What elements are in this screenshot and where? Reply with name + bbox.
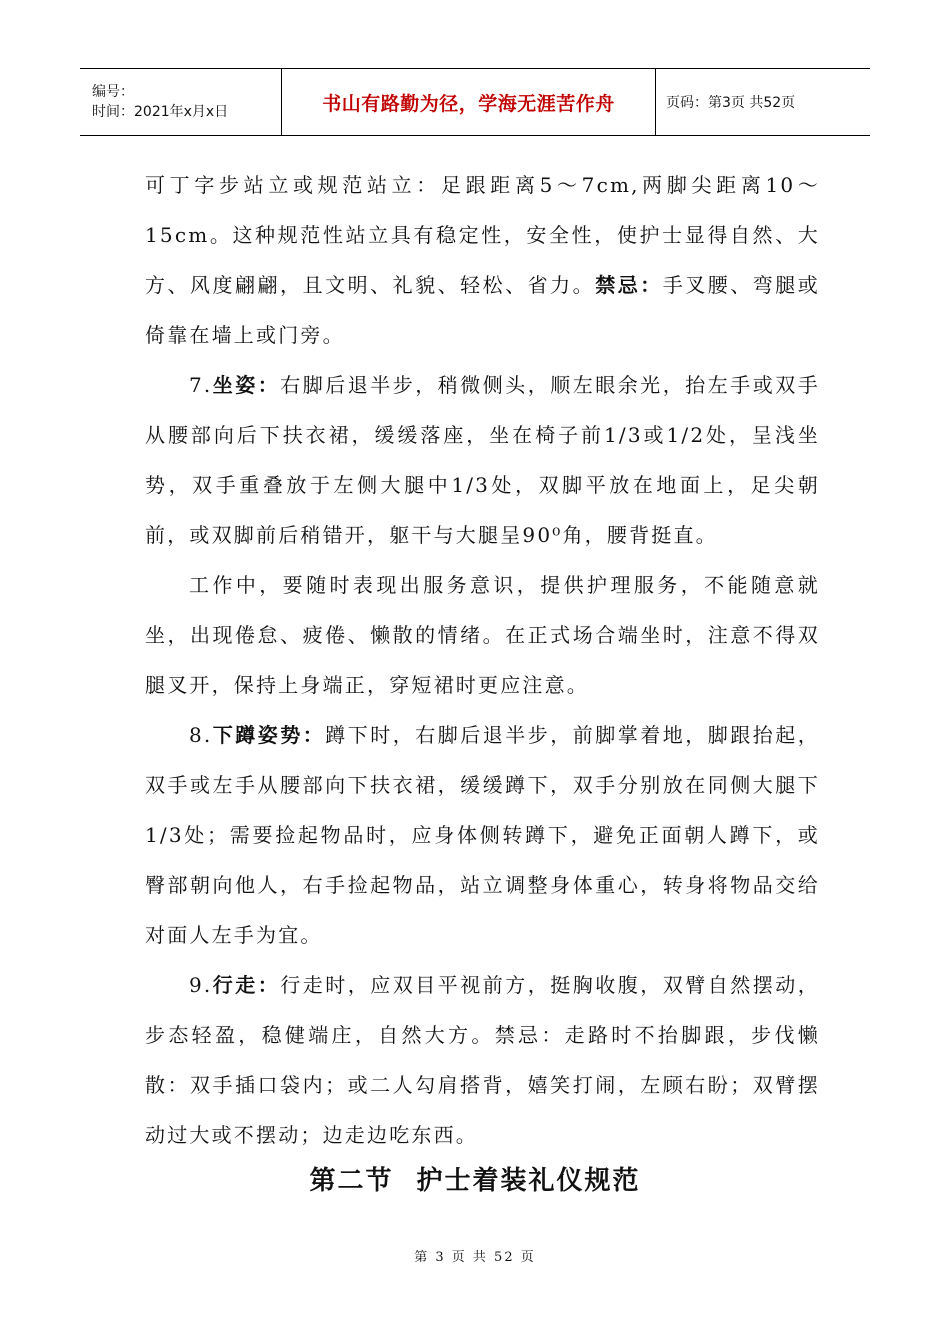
paragraph-sitting: 7.坐姿：右脚后退半步，稍微侧头，顺左眼余光，抬左手或双手从腰部向后下扶衣裙，缓缓落座，坐在椅子前1/3或1/2处，呈浅坐势，双手重叠放于左侧大腿中1/3处，双脚平放在地面上，足尖朝前，或双脚前后稍错开，躯干与大腿呈90⁰角，腰背挺直。 bbox=[145, 373, 820, 547]
squatting-title: 下蹲姿势： bbox=[212, 723, 326, 747]
sitting-title: 坐姿： bbox=[212, 373, 281, 397]
paragraph-work: 工作中，要随时表现出服务意识，提供护理服务，不能随意就坐，出现倦怠、疲倦、懒散的情绪。在正式场合端坐时，注意不得双腿叉开，保持上身端正，穿短裙时更应注意。 bbox=[145, 573, 820, 697]
motto: 书山有路勤为径，学海无涯苦作舟 bbox=[322, 92, 615, 115]
header-meta bbox=[80, 69, 282, 135]
header-page-cell bbox=[656, 69, 870, 135]
page-header bbox=[80, 68, 870, 136]
walking-title: 行走： bbox=[212, 973, 281, 997]
number-label: 编号： bbox=[92, 84, 134, 100]
date-line: 时间：2021年x月x日 bbox=[92, 104, 229, 120]
paragraph-squatting: 8.下蹲姿势：蹲下时，右脚后退半步，前脚掌着地，脚跟抬起，双手或左手从腰部向下扶衣裙，缓缓蹲下，双手分别放在同侧大腿下1/3处；需要捡起物品时，应身体侧转蹲下，避免正面朝人蹲下，或臀部朝向他人，右手捡起物品，站立调整身体重心，转身将物品交给对面人左手为宜。 bbox=[145, 723, 821, 947]
section-title: 第二节 护士着装礼仪规范 bbox=[309, 1166, 641, 1196]
page-code: 页码：第3页 共52页 bbox=[666, 95, 796, 111]
taboo-label: 禁忌： bbox=[595, 273, 663, 297]
header-motto-cell bbox=[282, 69, 656, 135]
paragraph-walking: 9.行走：行走时，应双目平视前方，挺胸收腹，双臂自然摆动，步态轻盈，稳健端庄，自然大方。禁忌：走路时不抬脚跟，步伐懒散：双手插口袋内；或二人勾肩搭背，嬉笑打闹，左顾右盼；双臂摆动过大或不摆动；边走边吃东西。 bbox=[145, 973, 820, 1147]
page-footer: 第 3 页 共 52 页 bbox=[414, 1250, 536, 1265]
paragraph-standing: 可丁字步站立或规范站立：足跟距离5～7cm,两脚尖距离10～15cm。这种规范性站立具有稳定性，安全性，使护士显得自然、大方、风度翩翩，且文明、礼貌、轻松、省力。禁忌：手叉腰、弯腿或倚靠在墙上或门旁。 bbox=[145, 173, 820, 347]
document-body bbox=[145, 160, 820, 1160]
